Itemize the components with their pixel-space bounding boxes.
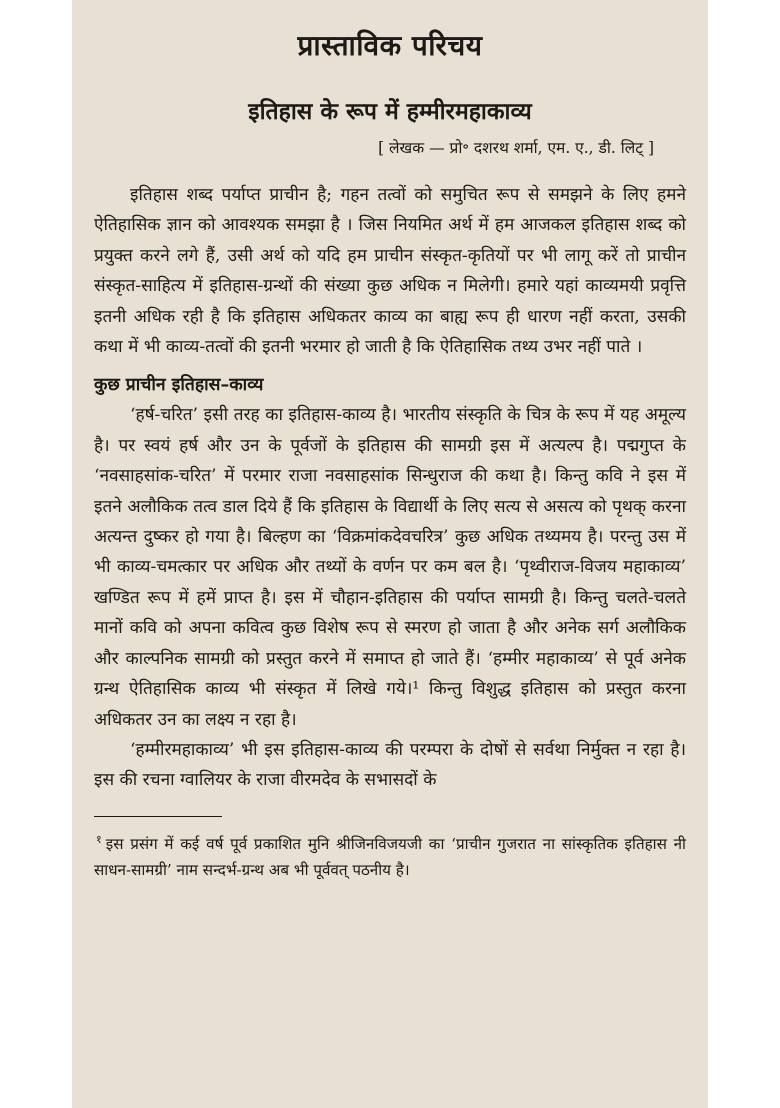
article-title: इतिहास के रूप में हम्मीरमहाकाव्य — [248, 98, 532, 125]
book-page — [72, 0, 708, 1108]
author-byline: [ लेखक — प्रो॰ दशरथ शर्मा, एम. ए., डी. लिट् ] — [378, 139, 654, 157]
footnote-marker: १ — [96, 832, 102, 846]
section-heading: कुछ प्राचीन इतिहास–काव्य — [94, 375, 264, 396]
intro-paragraph: इतिहास शब्द पर्याप्त प्राचीन है; गहन तत्वों को समुचित रूप से समझने के लिए हमने ऐतिहासिक ज्ञान को आवश्यक समझा है । जिस नियमित अर्थ में हम आजकल इतिहास शब्द को प्रयुक्त करने लगे हैं, उसी अर्थ को यदि हम प्राचीन संस्कृत-कृतियों पर भी लागू करें तो प्राचीन संस्कृत-साहित्य में इतिहास-ग्रन्थों की संख्या कुछ अधिक न मिलेगी। हमारे यहां काव्यमयी प्रवृत्ति इतनी अधिक रही है कि इतिहास अधिकतर काव्य का बाह्य रूप ही धारण नहीं करता, उसकी कथा में भी काव्य-तत्वों की इतनी भरमार हो जाती है कि ऐतिहासिक तथ्य उभर नहीं पाते । — [94, 185, 686, 358]
footnote-text: इस प्रसंग में कई वर्ष पूर्व प्रकाशित मुनि श्रीजिनविजयजी का ‘प्राचीन गुजरात ना सांस्कृतिक इतिहास नी साधन-सामग्री’ नाम सन्दर्भ-ग्रन्थ अब भी पूर्ववत् पठनीय है। — [94, 834, 686, 879]
footnote — [94, 827, 686, 883]
section-paragraph-1: ‘हर्ष-चरित’ इसी तरह का इतिहास-काव्य है। भारतीय संस्कृति के चित्र के रूप में यह अमूल्य है। पर स्वयं हर्ष और उन के पूर्वजों के इतिहास की सामग्री इस में अत्यल्प है। पद्मगुप्त के ‘नवसाहसांक-चरित’ में परमार राजा नवसाहसांक सिन्धुराज की कथा है। किन्तु कवि ने इस में इतने अलौकिक तत्व डाल दिये हैं कि इतिहास के विद्यार्थी के लिए सत्य से असत्य को पृथक् करना अत्यन्त दुष्कर हो गया है। बिल्हण का ‘विक्रमांकदेवचरित्र’ कुछ अधिक तथ्यमय है। परन्तु उस में भी काव्य-चमत्कार पर अधिक और तथ्यों के वर्णन पर कम बल है। ‘पृथ्वीराज-विजय महाकाव्य’ खण्डित रूप में हमें प्राप्त है। इस में चौहान-इतिहास की पर्याप्त सामग्री है। किन्तु चलते-चलते मानों कवि को अपना कवित्व कुछ विशेष रूप से स्मरण हो जाता है और अनेक सर्ग अलौकिक और काल्पनिक सामग्री को प्रस्तुत करने में समाप्त हो जाते हैं। ‘हम्मीर महाकाव्य’ से पूर्व अनेक ग्रन्थ ऐतिहासिक काव्य भी संस्कृत में लिखे गये।¹ किन्तु विशुद्ध इतिहास को प्रस्तुत करना अधिकतर उन का लक्ष्य न रहा है। — [94, 405, 686, 730]
footnote-divider — [94, 816, 222, 817]
section-paragraph-2: ‘हम्मीरमहाकाव्य’ भी इस इतिहास-काव्य की परम्परा के दोषों से सर्वथा निर्मुक्त न रहा है। इस की रचना ग्वालियर के राजा वीरमदेव के सभासदों के — [94, 739, 686, 791]
page-header: प्रास्ताविक परिचय — [297, 29, 483, 62]
